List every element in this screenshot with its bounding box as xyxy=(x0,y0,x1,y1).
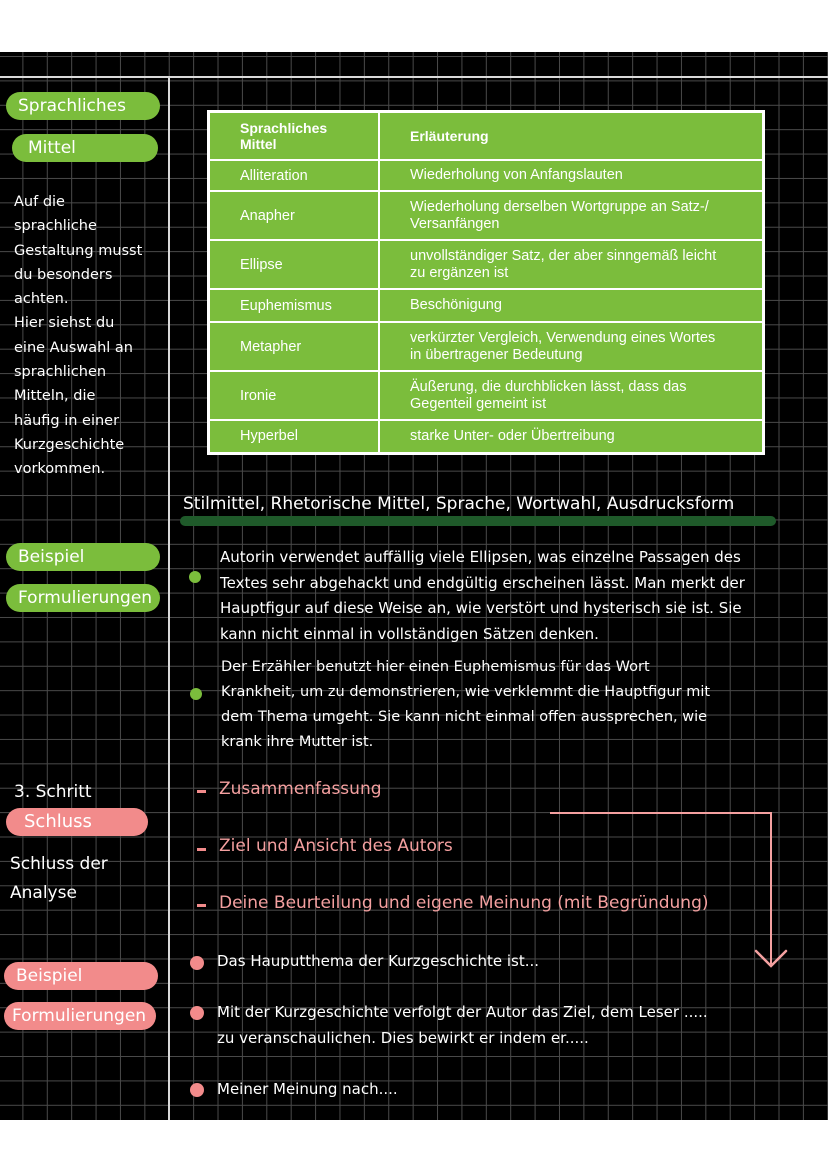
table-row xyxy=(209,322,764,371)
explanation-line: starke Unter- oder Übertreibung xyxy=(410,427,615,444)
paragraph-line: kann nicht einmal in vollständigen Sätzen denken. xyxy=(220,624,599,643)
example-paragraph-2 xyxy=(221,655,710,755)
conclusion-point-summary: Zusammenfassung xyxy=(219,779,382,799)
arrow-line-horizontal xyxy=(550,812,772,814)
margin-divider-line xyxy=(168,78,170,1120)
sidebar-text-line: achten. xyxy=(14,291,69,308)
step-3-text-line: Schluss der xyxy=(10,854,108,874)
table-row xyxy=(209,240,764,289)
bullet-dot-pink xyxy=(190,956,204,970)
dash-marker xyxy=(197,790,206,793)
dash-marker xyxy=(197,904,206,907)
step-3-description xyxy=(10,850,108,908)
sidebar-text-line: häufig in einer xyxy=(14,412,120,429)
table-cell-explanation xyxy=(379,160,764,191)
header-term-line: Sprachliches xyxy=(240,120,328,136)
paragraph-line: dem Thema umgeht. Sie kann nicht einmal offen aussprechen, wie xyxy=(221,709,708,725)
explanation-line: Versanfängen xyxy=(410,215,500,232)
table-cell-term: Alliteration xyxy=(209,160,380,191)
paragraph-line: Krankheit, um zu demonstrieren, wie verklemmt die Hauptfigur mit xyxy=(221,684,711,700)
sidebar-text-line: Gestaltung musst xyxy=(14,242,143,259)
sidebar-text-line: Kurzgeschichte xyxy=(14,436,125,453)
table-cell-explanation xyxy=(379,289,764,322)
table-cell-explanation xyxy=(379,191,764,240)
heading-highlight xyxy=(180,516,776,526)
bullet-dot-pink xyxy=(190,1083,204,1097)
explanation-line: Wiederholung derselben Wortgruppe an Satz-/ xyxy=(410,198,709,215)
bullet-dot-pink xyxy=(190,1006,204,1020)
rhetorical-means-table xyxy=(207,110,765,455)
explanation-line: Äußerung, die durchblicken lässt, dass das xyxy=(410,378,687,395)
explanation-line: Beschönigung xyxy=(410,297,502,313)
table-cell-explanation xyxy=(379,420,764,453)
table-cell-term: Ironie xyxy=(209,371,380,420)
table-header-term xyxy=(209,112,380,161)
pill-beispiel-2: Beispiel xyxy=(4,962,158,990)
conclusion-example-3: Meiner Meinung nach.... xyxy=(217,1080,398,1098)
step-3-text-line: Analyse xyxy=(10,883,77,903)
table-cell-term: Anapher xyxy=(209,191,380,240)
explanation-line: verkürzter Vergleich, Verwendung eines Wortes xyxy=(410,329,716,346)
step-3-label: 3. Schritt xyxy=(14,782,92,802)
table-cell-term: Euphemismus xyxy=(209,289,380,322)
pill-schluss: Schluss xyxy=(6,808,148,836)
table-cell-term: Hyperbel xyxy=(209,420,380,453)
table-row xyxy=(209,191,764,240)
sidebar-text-line: sprachlichen xyxy=(14,364,107,381)
sidebar-description xyxy=(14,190,142,482)
sidebar-text-line: vorkommen. xyxy=(14,461,106,478)
pill-formulierungen-1: Formulierungen xyxy=(6,584,160,612)
paragraph-line: zu veranschaulichen. Dies bewirkt er indem er..... xyxy=(217,1028,589,1047)
top-divider-line xyxy=(0,76,828,78)
paragraph-line: Mit der Kurzgeschichte verfolgt der Autor das Ziel, dem Leser ..... xyxy=(217,1003,708,1021)
table-cell-explanation xyxy=(379,322,764,371)
conclusion-point-goal: Ziel und Ansicht des Autors xyxy=(219,836,453,856)
dash-marker xyxy=(197,848,206,851)
table-row xyxy=(209,289,764,322)
pill-mittel: Mittel xyxy=(12,134,158,162)
table-header-explanation: Erläuterung xyxy=(379,112,764,161)
paragraph-line: Autorin verwendet auffällig viele Ellipsen, was einzelne Passagen des xyxy=(220,548,741,566)
conclusion-example-2 xyxy=(217,1000,708,1051)
table-cell-explanation xyxy=(379,371,764,420)
sidebar-text-line: du besonders xyxy=(14,266,113,283)
explanation-line: unvollständiger Satz, der aber sinngemäß leicht xyxy=(410,247,717,264)
pill-formulierungen-2: Formulierungen xyxy=(4,1002,156,1030)
table-row xyxy=(209,420,764,453)
conclusion-point-opinion: Deine Beurteilung und eigene Meinung (mit Begründung) xyxy=(219,893,709,913)
table-row xyxy=(209,160,764,191)
paragraph-line: Textes sehr abgehackt und endgültig erscheinen lässt. Man merkt der xyxy=(220,573,745,592)
table-cell-term: Ellipse xyxy=(209,240,380,289)
conclusion-example-1: Das Hauputthema der Kurzgeschichte ist... xyxy=(217,952,540,970)
paragraph-line: Hauptfigur auf diese Weise an, wie verstört und hysterisch sie ist. Sie xyxy=(220,599,742,617)
sidebar-text-line: eine Auswahl an xyxy=(14,339,133,356)
arrow-line-vertical xyxy=(770,812,772,964)
table-cell-explanation xyxy=(379,240,764,289)
bullet-dot-green xyxy=(190,688,202,700)
explanation-line: in übertragener Bedeutung xyxy=(410,346,583,363)
table-cell-term: Metapher xyxy=(209,322,380,371)
explanation-line: Wiederholung von Anfangslauten xyxy=(410,167,623,183)
table-row xyxy=(209,371,764,420)
sidebar-text-line: Hier siehst du xyxy=(14,315,115,332)
header-term-line: Mittel xyxy=(240,136,277,152)
sidebar-text-line: Auf die xyxy=(14,194,65,210)
explanation-line: zu ergänzen ist xyxy=(410,264,509,281)
sidebar-text-line: sprachliche xyxy=(14,218,97,235)
sidebar-text-line: Mitteln, die xyxy=(14,388,96,405)
pill-beispiel-1: Beispiel xyxy=(6,543,160,571)
paragraph-line: krank ihre Mutter ist. xyxy=(221,734,374,750)
section-heading: Stilmittel, Rhetorische Mittel, Sprache, Wortwahl, Ausdrucksform xyxy=(183,494,735,514)
bullet-dot-green xyxy=(189,571,201,583)
table-header-row xyxy=(209,112,764,161)
explanation-line: Gegenteil gemeint ist xyxy=(410,395,547,412)
notebook-page xyxy=(0,52,828,1120)
example-paragraph-1 xyxy=(220,545,745,647)
paragraph-line: Der Erzähler benutzt hier einen Euphemismus für das Wort xyxy=(221,659,650,675)
pill-sprachliches: Sprachliches xyxy=(6,92,160,120)
arrow-down-icon xyxy=(754,949,788,969)
